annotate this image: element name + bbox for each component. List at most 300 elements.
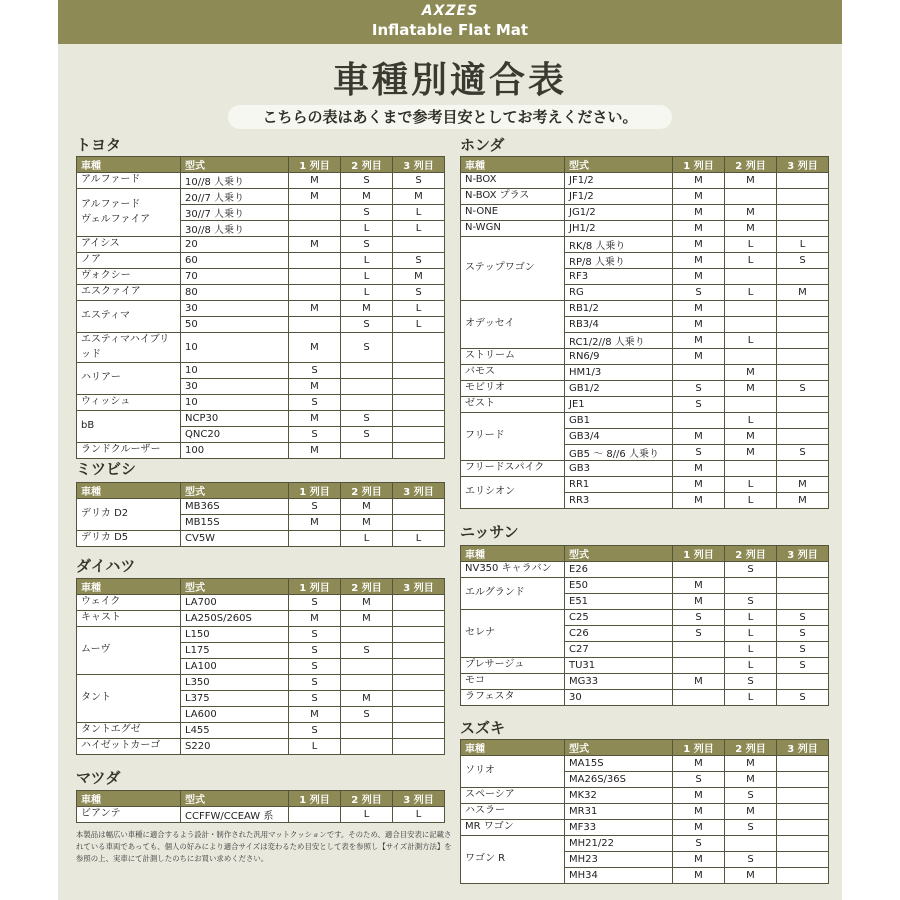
model-code-cell: 10 bbox=[181, 395, 289, 411]
seat-size-cell: L bbox=[341, 253, 393, 269]
seat-size-cell: M bbox=[725, 756, 777, 772]
seat-size-cell: L bbox=[341, 269, 393, 285]
seat-size-cell: M bbox=[725, 365, 777, 381]
table-row bbox=[77, 333, 445, 363]
column-header: 3 列目 bbox=[393, 483, 445, 499]
column-header: 3 列目 bbox=[393, 157, 445, 173]
model-code-cell: MR31 bbox=[565, 804, 673, 820]
model-code-cell: NCP30 bbox=[181, 411, 289, 427]
seat-size-cell bbox=[777, 804, 829, 820]
car-name-cell: デリカ D5 bbox=[77, 531, 181, 547]
model-code-cell: LA600 bbox=[181, 707, 289, 723]
seat-size-cell: S bbox=[341, 237, 393, 253]
model-code-cell: 50 bbox=[181, 317, 289, 333]
seat-size-cell bbox=[777, 365, 829, 381]
car-name-cell: フリードスパイク bbox=[461, 461, 565, 477]
seat-size-cell: L bbox=[725, 413, 777, 429]
seat-size-cell: M bbox=[289, 515, 341, 531]
table-row bbox=[77, 531, 445, 547]
table-header-row bbox=[461, 157, 829, 173]
seat-size-cell: L bbox=[725, 253, 777, 269]
model-code-cell: GB3/4 bbox=[565, 429, 673, 445]
model-code-cell: JH1/2 bbox=[565, 221, 673, 237]
seat-size-cell: L bbox=[725, 237, 777, 253]
seat-size-cell bbox=[777, 397, 829, 413]
model-code-cell: 10 bbox=[181, 363, 289, 379]
model-code-cell: RR1 bbox=[565, 477, 673, 493]
car-name-cell: ビアンテ bbox=[77, 807, 181, 823]
seat-size-cell: S bbox=[341, 317, 393, 333]
column-header: 2 列目 bbox=[341, 157, 393, 173]
model-code-cell: MH34 bbox=[565, 868, 673, 884]
car-name-cell: ソリオ bbox=[461, 756, 565, 788]
column-header: 2 列目 bbox=[725, 546, 777, 562]
seat-size-cell bbox=[725, 397, 777, 413]
seat-size-cell: M bbox=[341, 189, 393, 205]
compatibility-sheet bbox=[58, 0, 842, 900]
seat-size-cell: S bbox=[777, 445, 829, 461]
seat-size-cell: L bbox=[725, 333, 777, 349]
table-row bbox=[461, 189, 829, 205]
table-daihatsu bbox=[76, 578, 445, 755]
car-name-cell: タント bbox=[77, 675, 181, 723]
table-row bbox=[77, 269, 445, 285]
car-name-cell: ラフェスタ bbox=[461, 690, 565, 706]
table-header-row bbox=[461, 740, 829, 756]
model-code-cell: 60 bbox=[181, 253, 289, 269]
seat-size-cell: M bbox=[673, 493, 725, 509]
table-header-row bbox=[461, 546, 829, 562]
seat-size-cell: M bbox=[341, 595, 393, 611]
model-code-cell: 10//8 人乗り bbox=[181, 173, 289, 189]
seat-size-cell: L bbox=[725, 493, 777, 509]
seat-size-cell: M bbox=[289, 611, 341, 627]
seat-size-cell: S bbox=[341, 427, 393, 443]
seat-size-cell: M bbox=[725, 804, 777, 820]
table-row bbox=[461, 836, 829, 852]
section-title-nissan: ニッサン bbox=[460, 523, 519, 541]
model-code-cell: L375 bbox=[181, 691, 289, 707]
seat-size-cell bbox=[777, 820, 829, 836]
seat-size-cell bbox=[673, 658, 725, 674]
seat-size-cell bbox=[777, 205, 829, 221]
seat-size-cell bbox=[725, 836, 777, 852]
model-code-cell: LA700 bbox=[181, 595, 289, 611]
car-name-cell: MR ワゴン bbox=[461, 820, 565, 836]
seat-size-cell bbox=[393, 333, 445, 363]
model-code-cell: RF3 bbox=[565, 269, 673, 285]
model-code-cell: RC1/2//8 人乗り bbox=[565, 333, 673, 349]
model-code-cell: MK32 bbox=[565, 788, 673, 804]
seat-size-cell bbox=[777, 317, 829, 333]
table-row bbox=[461, 804, 829, 820]
model-code-cell: JF1/2 bbox=[565, 189, 673, 205]
car-name-cell: ステップワゴン bbox=[461, 237, 565, 301]
table-row bbox=[461, 173, 829, 189]
model-code-cell: E50 bbox=[565, 578, 673, 594]
seat-size-cell: L bbox=[341, 807, 393, 823]
seat-size-cell bbox=[777, 301, 829, 317]
table-suzuki bbox=[460, 739, 829, 884]
table-row bbox=[77, 723, 445, 739]
section-title-mitsubishi: ミツビシ bbox=[76, 460, 137, 478]
table-row bbox=[461, 301, 829, 317]
section-title-daihatsu: ダイハツ bbox=[76, 557, 136, 575]
seat-size-cell: L bbox=[725, 642, 777, 658]
seat-size-cell bbox=[341, 443, 393, 459]
model-code-cell: TU31 bbox=[565, 658, 673, 674]
seat-size-cell bbox=[725, 578, 777, 594]
table-row bbox=[77, 739, 445, 755]
seat-size-cell: M bbox=[673, 205, 725, 221]
seat-size-cell: L bbox=[725, 658, 777, 674]
seat-size-cell: M bbox=[289, 173, 341, 189]
car-name-cell: デリカ D2 bbox=[77, 499, 181, 531]
seat-size-cell: M bbox=[673, 674, 725, 690]
table-row bbox=[461, 578, 829, 594]
model-code-cell: 20 bbox=[181, 237, 289, 253]
model-code-cell: RB1/2 bbox=[565, 301, 673, 317]
seat-size-cell bbox=[777, 756, 829, 772]
seat-size-cell: L bbox=[341, 221, 393, 237]
model-code-cell: E26 bbox=[565, 562, 673, 578]
seat-size-cell bbox=[673, 642, 725, 658]
table-row bbox=[77, 411, 445, 427]
seat-size-cell: S bbox=[289, 627, 341, 643]
seat-size-cell bbox=[393, 515, 445, 531]
seat-size-cell bbox=[777, 836, 829, 852]
model-code-cell: L175 bbox=[181, 643, 289, 659]
model-code-cell: LA250S/260S bbox=[181, 611, 289, 627]
seat-size-cell: S bbox=[289, 427, 341, 443]
seat-size-cell: S bbox=[341, 333, 393, 363]
seat-size-cell: M bbox=[673, 578, 725, 594]
seat-size-cell bbox=[777, 674, 829, 690]
car-name-cell: ストリーム bbox=[461, 349, 565, 365]
table-row bbox=[77, 807, 445, 823]
seat-size-cell: S bbox=[777, 626, 829, 642]
seat-size-cell bbox=[777, 269, 829, 285]
seat-size-cell bbox=[725, 301, 777, 317]
seat-size-cell bbox=[673, 365, 725, 381]
table-header-row bbox=[77, 791, 445, 807]
seat-size-cell bbox=[341, 723, 393, 739]
seat-size-cell: M bbox=[725, 445, 777, 461]
seat-size-cell bbox=[341, 395, 393, 411]
seat-size-cell: M bbox=[777, 493, 829, 509]
column-header: 型式 bbox=[181, 157, 289, 173]
seat-size-cell: M bbox=[725, 429, 777, 445]
seat-size-cell bbox=[777, 189, 829, 205]
seat-size-cell: M bbox=[673, 253, 725, 269]
model-code-cell: HM1/3 bbox=[565, 365, 673, 381]
seat-size-cell: S bbox=[393, 285, 445, 301]
seat-size-cell: S bbox=[673, 836, 725, 852]
seat-size-cell: M bbox=[673, 756, 725, 772]
table-mazda bbox=[76, 790, 445, 823]
table-row bbox=[461, 237, 829, 253]
seat-size-cell: S bbox=[289, 395, 341, 411]
seat-size-cell bbox=[341, 739, 393, 755]
model-code-cell: MG33 bbox=[565, 674, 673, 690]
car-name-cell: ゼスト bbox=[461, 397, 565, 413]
model-code-cell: LA100 bbox=[181, 659, 289, 675]
model-code-cell: CV5W bbox=[181, 531, 289, 547]
car-name-cell: N-WGN bbox=[461, 221, 565, 237]
model-code-cell: C25 bbox=[565, 610, 673, 626]
table-nissan bbox=[460, 545, 829, 706]
table-row bbox=[461, 381, 829, 397]
model-code-cell: MF33 bbox=[565, 820, 673, 836]
seat-size-cell: L bbox=[777, 237, 829, 253]
seat-size-cell: M bbox=[673, 429, 725, 445]
seat-size-cell: M bbox=[289, 189, 341, 205]
column-header: 1 列目 bbox=[289, 791, 341, 807]
car-name-cell: スペーシア bbox=[461, 788, 565, 804]
car-name-cell: バモス bbox=[461, 365, 565, 381]
seat-size-cell: S bbox=[673, 610, 725, 626]
car-name-cell: エスティマ bbox=[77, 301, 181, 333]
header-banner bbox=[58, 0, 842, 44]
car-name-cell: N-BOX bbox=[461, 173, 565, 189]
seat-size-cell: S bbox=[725, 788, 777, 804]
column-header: 1 列目 bbox=[673, 740, 725, 756]
seat-size-cell: M bbox=[289, 301, 341, 317]
model-code-cell: RP/8 人乗り bbox=[565, 253, 673, 269]
seat-size-cell bbox=[673, 562, 725, 578]
seat-size-cell: L bbox=[341, 531, 393, 547]
car-name-cell: アルファード bbox=[77, 173, 181, 189]
model-code-cell: C27 bbox=[565, 642, 673, 658]
seat-size-cell: S bbox=[725, 674, 777, 690]
car-name-cell: ムーヴ bbox=[77, 627, 181, 675]
seat-size-cell: L bbox=[725, 626, 777, 642]
seat-size-cell: S bbox=[341, 411, 393, 427]
seat-size-cell: M bbox=[673, 788, 725, 804]
table-row bbox=[461, 610, 829, 626]
car-name-cell: モコ bbox=[461, 674, 565, 690]
seat-size-cell bbox=[725, 349, 777, 365]
seat-size-cell bbox=[393, 691, 445, 707]
seat-size-cell: S bbox=[289, 643, 341, 659]
table-row bbox=[77, 443, 445, 459]
column-header: 型式 bbox=[565, 157, 673, 173]
section-title-toyota: トヨタ bbox=[76, 136, 122, 154]
table-row bbox=[461, 349, 829, 365]
table-row bbox=[461, 413, 829, 429]
column-header: 型式 bbox=[181, 791, 289, 807]
seat-size-cell bbox=[289, 221, 341, 237]
table-header-row bbox=[77, 579, 445, 595]
seat-size-cell bbox=[341, 659, 393, 675]
seat-size-cell: L bbox=[393, 317, 445, 333]
seat-size-cell: S bbox=[673, 626, 725, 642]
seat-size-cell bbox=[289, 205, 341, 221]
seat-size-cell: M bbox=[673, 820, 725, 836]
seat-size-cell bbox=[393, 427, 445, 443]
column-header: 車種 bbox=[77, 483, 181, 499]
seat-size-cell: S bbox=[725, 820, 777, 836]
table-row bbox=[77, 363, 445, 379]
seat-size-cell bbox=[777, 461, 829, 477]
table-row bbox=[461, 756, 829, 772]
seat-size-cell: L bbox=[725, 690, 777, 706]
seat-size-cell bbox=[289, 253, 341, 269]
seat-size-cell bbox=[393, 443, 445, 459]
table-row bbox=[77, 173, 445, 189]
seat-size-cell: M bbox=[289, 237, 341, 253]
seat-size-cell: M bbox=[393, 269, 445, 285]
seat-size-cell bbox=[393, 363, 445, 379]
seat-size-cell bbox=[777, 413, 829, 429]
seat-size-cell: M bbox=[341, 499, 393, 515]
model-code-cell: C26 bbox=[565, 626, 673, 642]
table-row bbox=[461, 658, 829, 674]
model-code-cell: L150 bbox=[181, 627, 289, 643]
column-header: 2 列目 bbox=[341, 579, 393, 595]
seat-size-cell: M bbox=[673, 349, 725, 365]
subtitle-pill: こちらの表はあくまで参考目安としてお考えください。 bbox=[228, 105, 672, 129]
car-name-cell: NV350 キャラバン bbox=[461, 562, 565, 578]
seat-size-cell bbox=[393, 723, 445, 739]
seat-size-cell bbox=[289, 531, 341, 547]
model-code-cell: RR3 bbox=[565, 493, 673, 509]
table-row bbox=[77, 253, 445, 269]
table-row bbox=[77, 237, 445, 253]
seat-size-cell: S bbox=[673, 772, 725, 788]
brand-logo: AXZES bbox=[421, 3, 479, 19]
table-row bbox=[461, 365, 829, 381]
seat-size-cell bbox=[777, 173, 829, 189]
seat-size-cell: S bbox=[777, 658, 829, 674]
section-title-mazda: マツダ bbox=[76, 769, 121, 787]
seat-size-cell bbox=[393, 707, 445, 723]
model-code-cell: 30 bbox=[181, 301, 289, 317]
seat-size-cell: M bbox=[725, 772, 777, 788]
table-row bbox=[77, 301, 445, 317]
seat-size-cell bbox=[289, 317, 341, 333]
seat-size-cell: M bbox=[289, 707, 341, 723]
seat-size-cell: S bbox=[673, 397, 725, 413]
model-code-cell: RB3/4 bbox=[565, 317, 673, 333]
section-title-suzuki: スズキ bbox=[460, 719, 506, 737]
seat-size-cell: M bbox=[673, 301, 725, 317]
car-name-cell: ウェイク bbox=[77, 595, 181, 611]
model-code-cell: GB1/2 bbox=[565, 381, 673, 397]
model-code-cell: GB1 bbox=[565, 413, 673, 429]
table-row bbox=[461, 221, 829, 237]
model-code-cell: 30 bbox=[565, 690, 673, 706]
model-code-cell: GB3 bbox=[565, 461, 673, 477]
car-name-cell: セレナ bbox=[461, 610, 565, 658]
seat-size-cell: S bbox=[393, 253, 445, 269]
column-header: 2 列目 bbox=[341, 483, 393, 499]
footnote: 本製品は幅広い車種に適合するよう設計・制作された汎用マットクッションです。そのため、適合目安表に記載されている車両であっても、個人の好みにより適合サイズは変わるため目安として表を参照し【サイズ計測方法】を参照の上、実車にて計測したのちにお買い求めください。 bbox=[76, 830, 452, 863]
seat-size-cell bbox=[289, 807, 341, 823]
column-header: 1 列目 bbox=[673, 546, 725, 562]
car-name-cell: タントエグゼ bbox=[77, 723, 181, 739]
table-row bbox=[77, 595, 445, 611]
table-row bbox=[77, 675, 445, 691]
seat-size-cell bbox=[289, 285, 341, 301]
seat-size-cell bbox=[777, 349, 829, 365]
seat-size-cell: S bbox=[725, 562, 777, 578]
seat-size-cell: S bbox=[289, 723, 341, 739]
seat-size-cell: S bbox=[777, 610, 829, 626]
seat-size-cell: M bbox=[725, 868, 777, 884]
column-header: 3 列目 bbox=[393, 791, 445, 807]
seat-size-cell: M bbox=[673, 804, 725, 820]
column-header: 型式 bbox=[565, 546, 673, 562]
seat-size-cell bbox=[777, 772, 829, 788]
car-name-cell: ウィッシュ bbox=[77, 395, 181, 411]
car-name-cell: エリシオン bbox=[461, 477, 565, 509]
seat-size-cell: M bbox=[673, 594, 725, 610]
seat-size-cell bbox=[777, 788, 829, 804]
column-header: 車種 bbox=[461, 740, 565, 756]
seat-size-cell: L bbox=[393, 221, 445, 237]
seat-size-cell: S bbox=[289, 595, 341, 611]
seat-size-cell: M bbox=[341, 515, 393, 531]
car-name-cell: ハスラー bbox=[461, 804, 565, 820]
seat-size-cell: M bbox=[673, 189, 725, 205]
seat-size-cell: M bbox=[673, 221, 725, 237]
column-header: 3 列目 bbox=[777, 157, 829, 173]
model-code-cell: 30 bbox=[181, 379, 289, 395]
seat-size-cell: S bbox=[777, 253, 829, 269]
car-name-cell: ヴォクシー bbox=[77, 269, 181, 285]
model-code-cell: 100 bbox=[181, 443, 289, 459]
table-row bbox=[461, 205, 829, 221]
seat-size-cell: M bbox=[289, 379, 341, 395]
seat-size-cell: M bbox=[673, 461, 725, 477]
seat-size-cell bbox=[725, 317, 777, 333]
seat-size-cell bbox=[393, 659, 445, 675]
seat-size-cell: S bbox=[341, 205, 393, 221]
seat-size-cell: S bbox=[289, 675, 341, 691]
car-name-cell: ノア bbox=[77, 253, 181, 269]
column-header: 1 列目 bbox=[673, 157, 725, 173]
table-header-row bbox=[77, 157, 445, 173]
model-code-cell: 10 bbox=[181, 333, 289, 363]
table-row bbox=[461, 562, 829, 578]
table-row bbox=[77, 611, 445, 627]
seat-size-cell bbox=[725, 269, 777, 285]
table-row bbox=[461, 674, 829, 690]
seat-size-cell bbox=[777, 594, 829, 610]
table-row bbox=[461, 477, 829, 493]
model-code-cell: E51 bbox=[565, 594, 673, 610]
seat-size-cell: L bbox=[393, 301, 445, 317]
column-header: 3 列目 bbox=[777, 740, 829, 756]
seat-size-cell bbox=[393, 739, 445, 755]
seat-size-cell: M bbox=[673, 852, 725, 868]
seat-size-cell bbox=[393, 595, 445, 611]
column-header: 車種 bbox=[77, 791, 181, 807]
seat-size-cell: M bbox=[777, 477, 829, 493]
model-code-cell: RN6/9 bbox=[565, 349, 673, 365]
model-code-cell: RK/8 人乗り bbox=[565, 237, 673, 253]
seat-size-cell bbox=[777, 333, 829, 349]
car-name-cell: オデッセイ bbox=[461, 301, 565, 349]
seat-size-cell bbox=[393, 395, 445, 411]
model-code-cell: QNC20 bbox=[181, 427, 289, 443]
car-name-cell: bB bbox=[77, 411, 181, 443]
seat-size-cell: L bbox=[393, 807, 445, 823]
seat-size-cell: M bbox=[289, 411, 341, 427]
table-row bbox=[77, 627, 445, 643]
table-row bbox=[461, 397, 829, 413]
